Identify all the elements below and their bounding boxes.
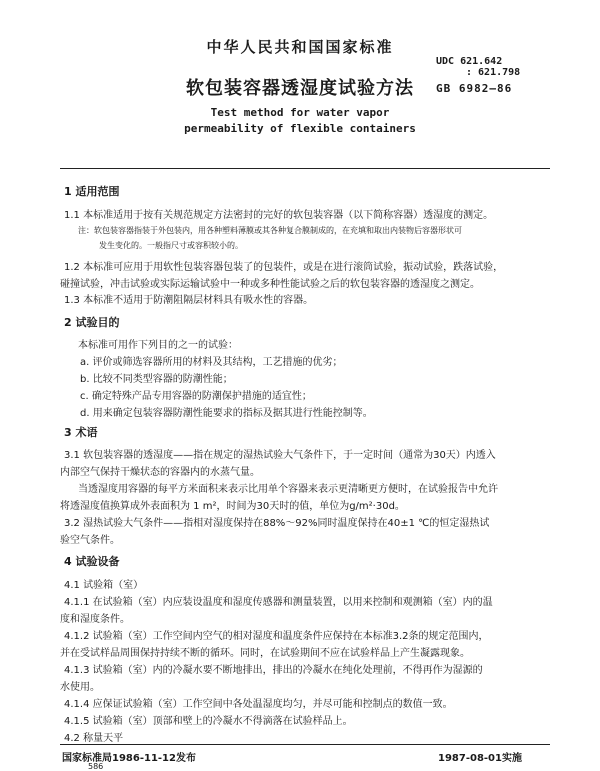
clause-4-1-1-line-1: 4.1.1 在试验箱（室）内应装设温度和湿度传感器和测量装置，以用来控制和观测箱（室）内的温 <box>64 597 493 608</box>
clause-3-1-line-2: 内部空气保持干燥状态的容器内的水蒸气量。 <box>60 467 260 478</box>
english-title-line-1: Test method for water vapor <box>210 106 390 119</box>
page-number: 586 <box>88 762 104 771</box>
clause-4-1-2-line-2: 并在受试样品周围保持持续不断的循环。同时，在试验期间不应在试验样品上产生凝露现象。 <box>60 648 470 659</box>
clause-4-2: 4.2 称量天平 <box>64 733 124 744</box>
purpose-item-d: d. 用来确定包装容器防潮性能要求的指标及据其进行性能控制等。 <box>80 408 373 419</box>
note-line-2: 发生变化的。一般指尺寸或容积较小的。 <box>99 241 243 250</box>
effective-date: 1987-08-01实施 <box>438 753 522 764</box>
clause-4-1-3-line-2: 水使用。 <box>60 682 100 693</box>
clause-3-1-line-3: 当透湿度用容器的每平方米面积来表示比用单个容器来表示更清晰更方便时，在试验报告中允许 <box>78 484 498 495</box>
header-rule <box>60 168 550 169</box>
purpose-intro: 本标准可用作下列目的之一的试验： <box>78 340 238 351</box>
issue-date: 国家标准局1986-11-12发布 <box>62 753 196 764</box>
section-3-heading: 3 术语 <box>64 426 98 439</box>
document-title: 软包装容器透湿度试验方法 <box>186 78 414 99</box>
purpose-item-c: c. 确定特殊产品专用容器的防潮保护措施的适宜性； <box>80 391 312 402</box>
clause-4-1-5: 4.1.5 试验箱（室）顶部和壁上的冷凝水不得滴落在试验样品上。 <box>64 716 353 727</box>
clause-4-1-2-line-1: 4.1.2 试验箱（室）工作空间内空气的相对湿度和温度条件应保持在本标准3.2条的规定范围内， <box>64 631 489 642</box>
clause-4-1-1-line-2: 度和湿度条件。 <box>60 614 130 625</box>
standard-number: GB 6982—86 <box>436 82 513 95</box>
udc-code: UDC 621.642 <box>436 56 503 67</box>
clause-1-3: 1.3 本标准不适用于防潮阻隔层材料具有吸水性的容器。 <box>64 295 314 306</box>
clause-4-1-3-line-1: 4.1.3 试验箱（室）内的冷凝水要不断地排出，排出的冷凝水在纯化处理前，不得再作为湿源的 <box>64 665 483 676</box>
purpose-item-a: a. 评价或筛选容器所用的材料及其结构，工艺措施的优劣； <box>80 357 343 368</box>
clause-1-2-line-2: 碰撞试验，冲击试验或实际运输试验中一种或多种性能试验之后的软包装容器的透湿度之测定。 <box>60 279 480 290</box>
clause-4-1-4: 4.1.4 应保证试验箱（室）工作空间中各处温湿度均匀，并尽可能和控制点的数值一致。 <box>64 699 453 710</box>
note-line-1: 注：软包装容器指装于外包装内，用各种塑料薄膜或其各种复合膜制成的，在充填和取出内装物后容器形状可 <box>78 226 462 235</box>
udc-code-continued: : 621.798 <box>466 67 521 78</box>
clause-1-1: 1.1 本标准适用于按有关规范规定方法密封的完好的软包装容器（以下简称容器）透湿度的测定。 <box>64 210 494 221</box>
section-2-heading: 2 试验目的 <box>64 316 120 329</box>
section-4-heading: 4 试验设备 <box>64 555 120 568</box>
clause-3-1-line-4: 将透湿度值换算成外表面积为 1 m²，时间为30天时的值，单位为g/m²·30d。 <box>60 501 405 512</box>
footer-rule <box>60 744 550 745</box>
english-title-line-2: permeability of flexible containers <box>184 122 416 135</box>
clause-3-2-line-2: 验空气条件。 <box>60 535 120 546</box>
clause-4-1: 4.1 试验箱（室） <box>64 580 144 591</box>
purpose-item-b: b. 比较不同类型容器的防潮性能； <box>80 374 233 385</box>
issuing-authority: 中华人民共和国国家标准 <box>206 38 394 56</box>
clause-3-1-line-1: 3.1 软包装容器的透湿度——指在规定的湿热试验大气条件下，于一定时间（通常为30天）内透入 <box>64 450 496 461</box>
clause-1-2-line-1: 1.2 本标准可应用于用软性包装容器包装了的包装件，或是在进行滚筒试验，振动试验，跌落试验， <box>64 262 504 273</box>
section-1-heading: 1 适用范围 <box>64 185 120 198</box>
clause-3-2-line-1: 3.2 湿热试验大气条件——指相对湿度保持在88%～92%同时温度保持在40±1 ℃的恒定湿热试 <box>64 518 490 529</box>
